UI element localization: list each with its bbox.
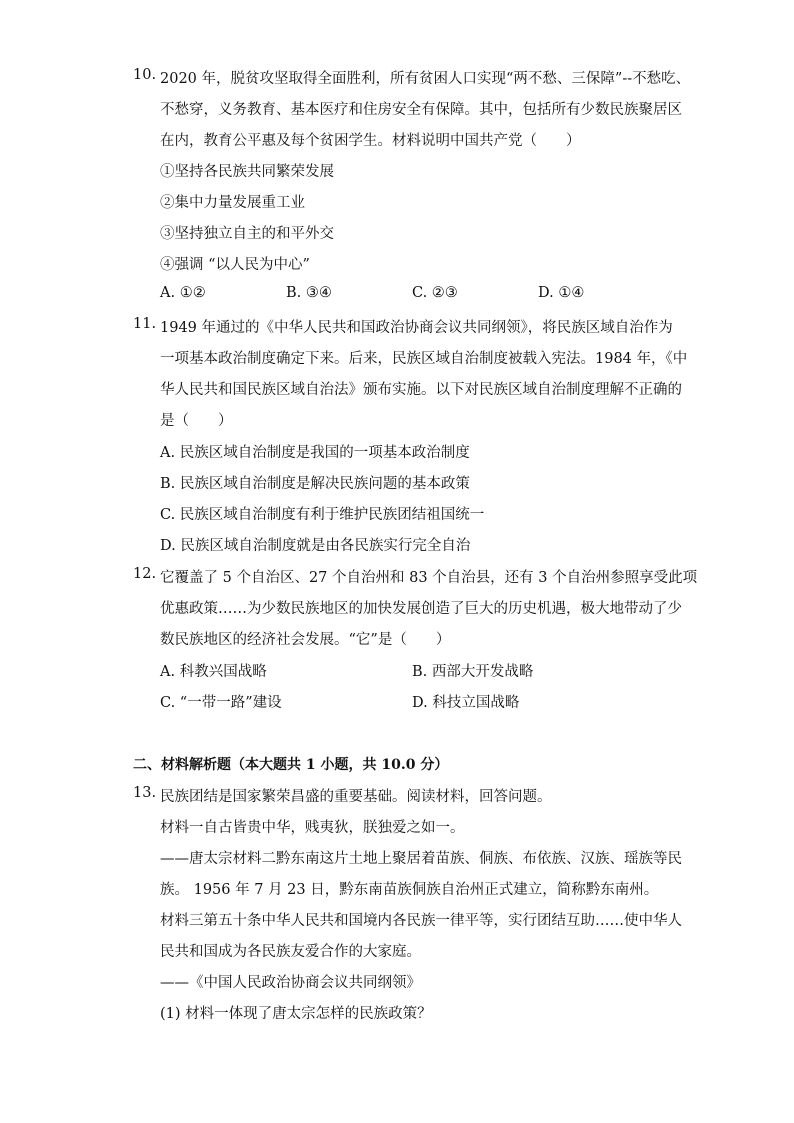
option-a[interactable]: A. 科教兴国战略 xyxy=(160,664,267,680)
question-number: 13. xyxy=(133,785,157,801)
statement-item: ④强调 “以人民为中心” xyxy=(160,257,310,273)
question-text-line: 2020 年，脱贫攻坚取得全面胜利，所有贫困人口实现“两不愁、三保障”--不愁吃、 xyxy=(160,71,691,87)
question-text-line: 优惠政策……为少数民族地区的加快发展创造了巨大的历史机遇，极大地带动了少 xyxy=(160,601,682,617)
material-line: 材料一自古皆贵中华，贱夷狄，朕独爱之如一。 xyxy=(160,820,465,836)
question-text-line: 数民族地区的经济社会发展。“它”是（ ） xyxy=(160,632,451,648)
question-number: 10. xyxy=(133,67,157,83)
option-b[interactable]: B. ③④ xyxy=(286,285,332,301)
statement-item: ①坚持各民族共同繁荣发展 xyxy=(160,164,334,180)
question-number: 12. xyxy=(133,566,157,582)
option-c[interactable]: C. ②③ xyxy=(412,285,458,301)
question-text-line: 在内，教育公平惠及每个贫困学生。材料说明中国共产党（ ） xyxy=(160,133,581,149)
option-d[interactable]: D. ①④ xyxy=(538,285,585,301)
statement-item: ②集中力量发展重工业 xyxy=(160,195,305,211)
material-line: 族。 1956 年 7 月 23 日，黔东南苗族侗族自治州正式建立，简称黔东南州。 xyxy=(160,882,659,898)
option-c[interactable]: C. 民族区域自治制度有利于维护民族团结祖国统一 xyxy=(160,507,485,523)
question-text-line: 华人民共和国民族区域自治法》颁布实施。以下对民族区域自治制度理解不正确的 xyxy=(160,382,682,398)
option-d[interactable]: D. 民族区域自治制度就是由各民族实行完全自治 xyxy=(160,538,471,554)
question-number: 11. xyxy=(133,316,157,332)
material-line: ——唐太宗材料二黔东南这片土地上聚居着苗族、侗族、布依族、汉族、瑶族等民 xyxy=(160,851,682,867)
question-text-line: 一项基本政治制度确定下来。后来，民族区域自治制度被载入宪法。1984 年，《中 xyxy=(160,351,688,367)
question-text-line: 1949 年通过的《中华人民共和国政治协商会议共同纲领》，将民族区域自治作为 xyxy=(160,320,673,336)
material-line: 民共和国成为各民族友爱合作的大家庭。 xyxy=(160,944,421,960)
option-b[interactable]: B. 西部大开发战略 xyxy=(412,664,534,680)
option-a[interactable]: A. 民族区域自治制度是我国的一项基本政治制度 xyxy=(160,445,470,461)
option-a[interactable]: A. ①② xyxy=(160,285,206,301)
option-c[interactable]: C. “一带一路”建设 xyxy=(160,695,282,711)
sub-question: (1) 材料一体现了唐太宗怎样的民族政策？ xyxy=(160,1006,432,1022)
option-d[interactable]: D. 科技立国战略 xyxy=(412,695,520,711)
option-b[interactable]: B. 民族区域自治制度是解决民族问题的基本政策 xyxy=(160,476,470,492)
question-text-line: 是（ ） xyxy=(160,413,233,429)
question-text-line: 民族团结是国家繁荣昌盛的重要基础。阅读材料，回答问题。 xyxy=(160,789,552,805)
material-line: 材料三第五十条中华人民共和国境内各民族一律平等，实行团结互助……使中华人 xyxy=(160,913,682,929)
question-text-line: 它覆盖了 5 个自治区、27 个自治州和 83 个自治县，还有 3 个自治州参照享受此项 xyxy=(160,570,698,586)
material-source: ——《中国人民政治协商会议共同纲领》 xyxy=(160,975,421,991)
question-text-line: 不愁穿，义务教育、基本医疗和住房安全有保障。其中，包括所有少数民族聚居区 xyxy=(160,102,682,118)
statement-item: ③坚持独立自主的和平外交 xyxy=(160,226,334,242)
section-heading: 二、材料解析题（本大题共 1 小题，共 10.0 分） xyxy=(133,757,449,773)
